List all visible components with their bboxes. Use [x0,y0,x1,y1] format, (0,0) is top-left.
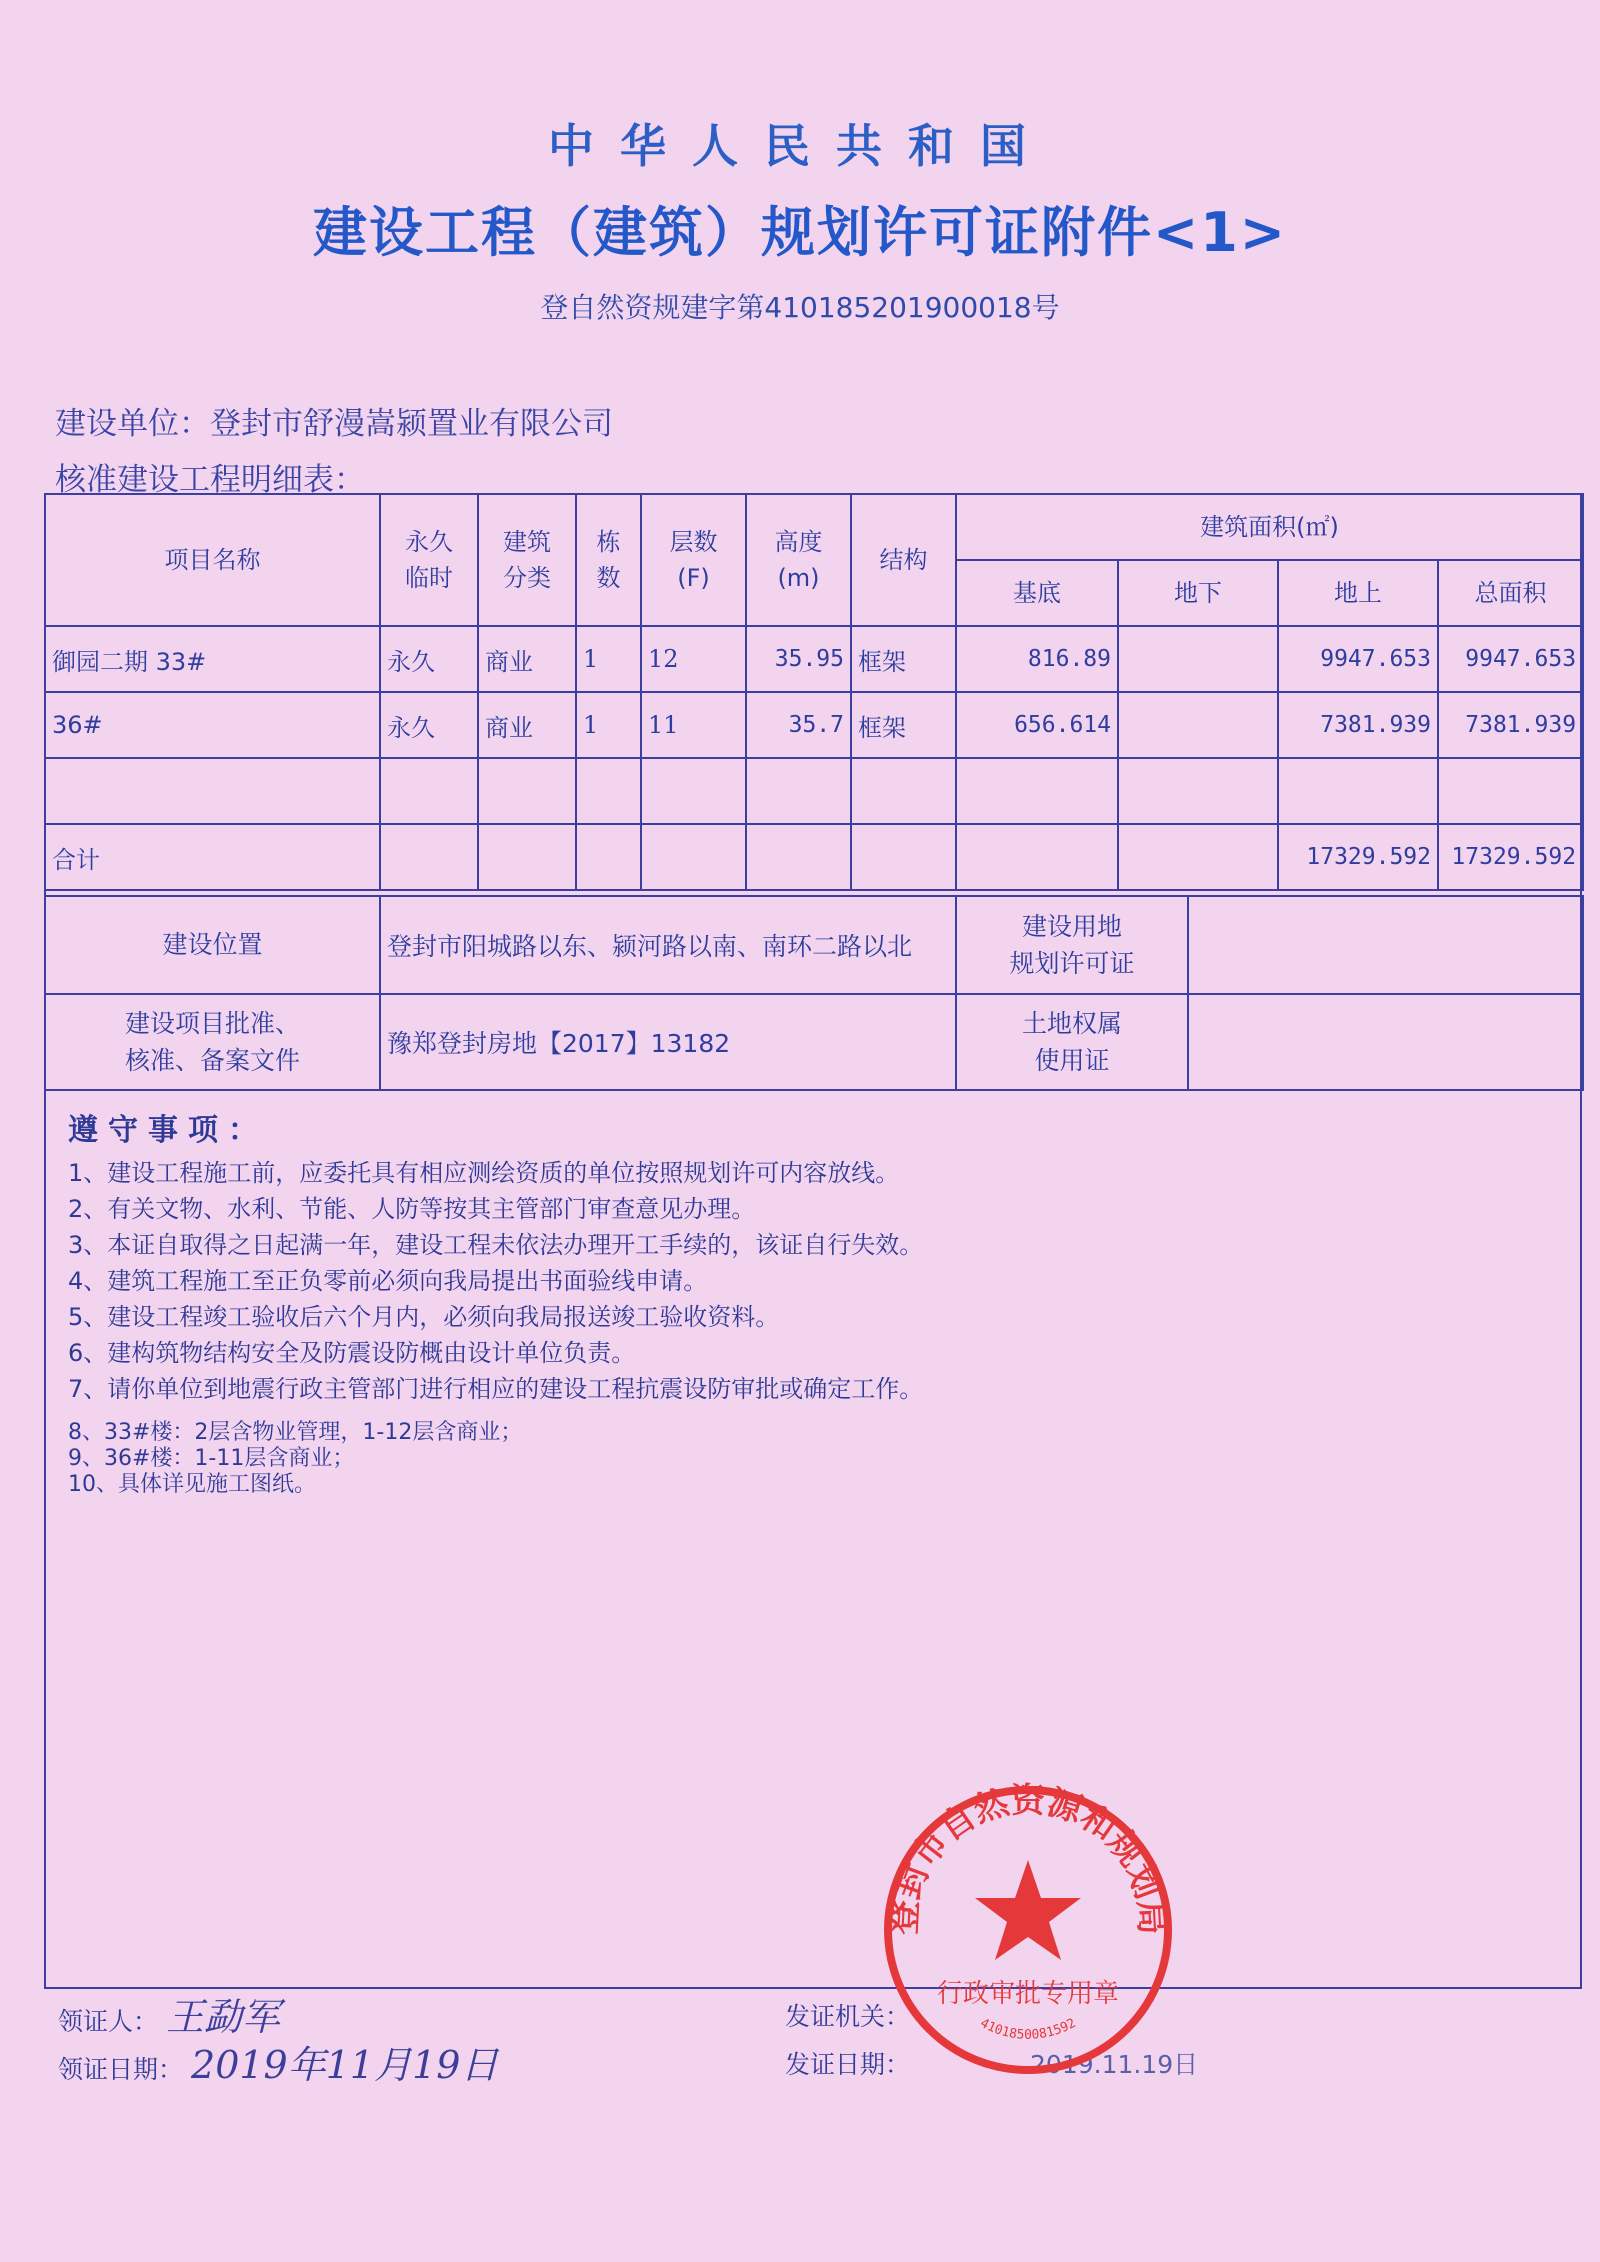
approval-value: 豫郑登封房地【2017】13182 [380,994,956,1090]
location-value: 登封市阳城路以东、颍河路以南、南环二路以北 [380,896,956,994]
row-project-name: 御园二期 33# [45,626,380,692]
recipient-label: 领证人： [58,2007,159,2036]
document-number: 登自然资规建字第410185201900018号 [540,291,1060,324]
seal-star-icon [975,1860,1081,1960]
row-underground-area [1118,692,1278,758]
header-height-line2: (m) [777,564,820,592]
row-base-area: 656.614 [956,692,1118,758]
land-right-value [1188,994,1583,1090]
extra-note-item: 10、具体详见施工图纸。 [68,1472,316,1497]
header-permanence-line1: 永久 [405,528,453,556]
official-seal [878,1780,1178,2080]
header-floors [641,494,746,626]
row-category: 商业 [478,692,576,758]
row-category: 商业 [478,626,576,692]
seal-code: 4101850081592 [977,2015,1079,2043]
issue-date-value: 2019.11.19日 [1030,2050,1199,2079]
row-count: 1 [576,626,641,692]
recipient-signature: 王勐军 [166,1995,281,2039]
issuer-label: 发证机关： [785,2002,911,2031]
document-title: 建设工程（建筑）规划许可证附件<1> [312,201,1288,264]
construction-unit [55,398,613,443]
header-above-area: 地上 [1278,560,1438,626]
header-category-line1: 建筑 [503,528,551,556]
header-floors-line2: (F) [677,564,710,592]
table-caption: 核准建设工程明细表： [55,462,365,498]
construction-unit-value: 登封市舒漫嵩颍置业有限公司 [210,406,613,442]
header-project-name: 项目名称 [45,494,380,626]
location-info-table [44,895,1584,1091]
row-height: 35.7 [746,692,851,758]
header-category [478,494,576,626]
header-height-line1: 高度 [774,528,823,556]
header-height [746,494,851,626]
row-floors: 11 [641,692,746,758]
seal-outer-text: 登封市自然资源和规划局 [884,1780,1172,1936]
land-right-label: 土地权属 使用证 [956,994,1188,1090]
row-height: 35.95 [746,626,851,692]
note-item: 1、建设工程施工前，应委托具有相应测绘资质的单位按照规划许可内容放线。 [68,1159,900,1187]
header-category-line2: 分类 [503,564,551,592]
total-above-area: 17329.592 [1278,824,1438,890]
table-row [45,692,1583,758]
row-base-area: 816.89 [956,626,1118,692]
row-above-area: 7381.939 [1278,692,1438,758]
country-name: 中华人民共和国 [548,119,1052,173]
note-item: 5、建设工程竣工验收后六个月内，必须向我局报送竣工验收资料。 [68,1303,780,1331]
issue-date-label: 发证日期： [785,2050,911,2079]
notes-heading: 遵守事项： [68,1113,268,1148]
table-row-empty [45,758,1583,824]
note-item: 4、建筑工程施工至正负零前必须向我局提出书面验线申请。 [68,1267,708,1295]
land-permit-value [1188,896,1583,994]
receive-date-value: 2019年11月19日 [191,2043,499,2087]
location-label: 建设位置 [45,896,380,994]
approval-label: 建设项目批准、 核准、备案文件 [45,994,380,1090]
header-area-group: 建筑面积(㎡) [956,494,1583,560]
receive-date-label: 领证日期： [58,2055,184,2084]
recipient-block [58,1993,498,2089]
note-item: 6、建构筑物结构安全及防震设防概由设计单位负责。 [68,1339,636,1367]
row-project-name: 36# [45,692,380,758]
header-total-area: 总面积 [1438,560,1583,626]
row-structure: 框架 [851,692,956,758]
compliance-notes [68,1105,923,1407]
note-item: 3、本证自取得之日起满一年，建设工程未依法办理开工手续的，该证自行失效。 [68,1231,924,1259]
header-permanence [380,494,478,626]
row-permanence: 永久 [380,692,478,758]
header-count-line2: 数 [596,564,621,592]
header-permanence-line2: 临时 [405,564,453,592]
header-count-line1: 栋 [596,528,621,556]
row-structure: 框架 [851,626,956,692]
header-structure: 结构 [851,494,956,626]
seal-inner-text: 行政审批专用章 [936,1979,1120,2009]
total-total-area: 17329.592 [1438,824,1583,890]
table-total-row [45,824,1583,890]
project-detail-table [44,493,1584,891]
construction-unit-label: 建设单位： [55,406,210,442]
note-item: 2、有关文物、水利、节能、人防等按其主管部门审查意见办理。 [68,1195,756,1223]
header-count [576,494,641,626]
header-base-area: 基底 [956,560,1118,626]
row-total-area: 7381.939 [1438,692,1583,758]
extra-note-item: 8、33#楼：2层含物业管理，1-12层含商业； [68,1420,523,1445]
header-underground-area: 地下 [1118,560,1278,626]
row-above-area: 9947.653 [1278,626,1438,692]
row-floors: 12 [641,626,746,692]
row-permanence: 永久 [380,626,478,692]
total-label: 合计 [45,824,380,890]
header-floors-line1: 层数 [669,528,718,556]
land-permit-label: 建设用地 规划许可证 [956,896,1188,994]
note-item: 7、请你单位到地震行政主管部门进行相应的建设工程抗震设防审批或确定工作。 [68,1375,924,1403]
extra-notes [68,1420,522,1498]
table-row [45,626,1583,692]
row-underground-area [1118,626,1278,692]
row-count: 1 [576,692,641,758]
extra-note-item: 9、36#楼：1-11层含商业； [68,1446,355,1471]
row-total-area: 9947.653 [1438,626,1583,692]
